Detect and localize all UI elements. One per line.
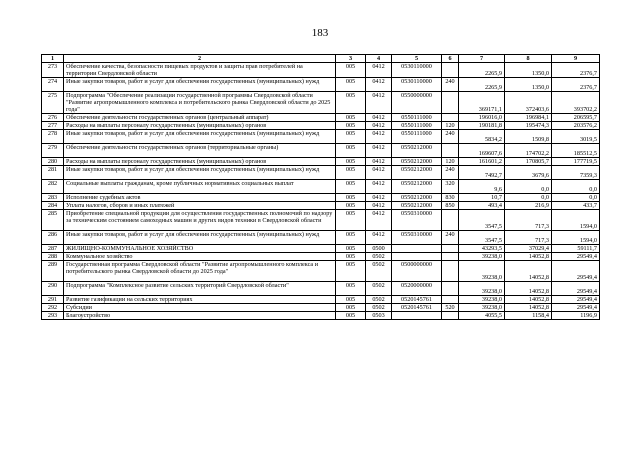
expense-type-code — [442, 63, 459, 78]
target-article-code — [392, 312, 442, 320]
section-code: 0412 — [366, 92, 392, 114]
ministry-code: 005 — [336, 63, 366, 78]
row-number: 293 — [42, 312, 64, 320]
header-cell: 4 — [366, 55, 392, 63]
ministry-code: 005 — [336, 245, 366, 253]
row-name: Иные закупки товаров, работ и услуг для обеспечения государственных (муниципальных) нужд — [64, 78, 336, 92]
ministry-code: 005 — [336, 210, 366, 231]
target-article-code: 0550111000 — [392, 114, 442, 122]
row-number: 277 — [42, 122, 64, 130]
target-article-code: 0550111000 — [392, 130, 442, 144]
row-number: 292 — [42, 304, 64, 312]
header-cell: 7 — [459, 55, 505, 63]
table-row — [42, 144, 600, 158]
amount-year-3: 59111,7 — [552, 245, 600, 253]
amount-year-3: 29549,4 — [552, 296, 600, 304]
expense-type-code — [442, 245, 459, 253]
row-name: Субсидии — [64, 304, 336, 312]
header-cell: 5 — [392, 55, 442, 63]
table-row — [42, 122, 600, 130]
expense-type-code — [442, 261, 459, 282]
row-name: Обеспечение качества, безопасности пищевых продуктов и защиты прав потребителей на территории Свердловской области — [64, 63, 336, 78]
row-name: Иные закупки товаров, работ и услуг для обеспечения государственных (муниципальных) нужд — [64, 166, 336, 180]
expense-type-code — [442, 114, 459, 122]
expense-type-code: 240 — [442, 166, 459, 180]
row-name: Исполнение судебных актов — [64, 194, 336, 202]
amount-year-1: 2265,9 — [459, 78, 505, 92]
table-row — [42, 130, 600, 144]
target-article-code: 0530110000 — [392, 63, 442, 78]
target-article-code: 0550212000 — [392, 166, 442, 180]
ministry-code: 005 — [336, 282, 366, 296]
amount-year-1: 369171,1 — [459, 92, 505, 114]
expense-type-code: 120 — [442, 122, 459, 130]
target-article-code — [392, 245, 442, 253]
row-number: 276 — [42, 114, 64, 122]
row-number: 287 — [42, 245, 64, 253]
amount-year-2: 196984,1 — [505, 114, 552, 122]
table-row — [42, 231, 600, 245]
row-name: Социальные выплаты гражданам, кроме публичных нормативных социальных выплат — [64, 180, 336, 194]
amount-year-3: 206595,7 — [552, 114, 600, 122]
section-code: 0412 — [366, 166, 392, 180]
row-name: Государственная программа Свердловской области "Развитие агропромышленного комплекса и потребительского рынка Свердловской области до 2025 года" — [64, 261, 336, 282]
section-code: 0412 — [366, 78, 392, 92]
ministry-code: 005 — [336, 158, 366, 166]
section-code: 0412 — [366, 122, 392, 130]
amount-year-2: 3679,6 — [505, 166, 552, 180]
amount-year-1: 39238,0 — [459, 296, 505, 304]
section-code: 0412 — [366, 194, 392, 202]
section-code: 0502 — [366, 282, 392, 296]
amount-year-3: 203576,2 — [552, 122, 600, 130]
target-article-code: 0550000000 — [392, 92, 442, 114]
table-row — [42, 296, 600, 304]
amount-year-1: 2265,9 — [459, 63, 505, 78]
amount-year-1: 39238,0 — [459, 261, 505, 282]
section-code: 0502 — [366, 304, 392, 312]
table-row — [42, 158, 600, 166]
row-number: 285 — [42, 210, 64, 231]
amount-year-1: 190181,8 — [459, 122, 505, 130]
expense-type-code: 120 — [442, 158, 459, 166]
expense-type-code — [442, 296, 459, 304]
amount-year-2: 1350,0 — [505, 63, 552, 78]
expense-type-code — [442, 282, 459, 296]
amount-year-2: 37029,4 — [505, 245, 552, 253]
table-row — [42, 253, 600, 261]
header-row — [42, 55, 600, 63]
amount-year-2: 0,0 — [505, 180, 552, 194]
table-row — [42, 114, 600, 122]
table-row — [42, 261, 600, 282]
target-article-code: 0500000000 — [392, 261, 442, 282]
row-name: Благоустройство — [64, 312, 336, 320]
header-cell: 8 — [505, 55, 552, 63]
table-row — [42, 194, 600, 202]
amount-year-3: 29549,4 — [552, 261, 600, 282]
expense-type-code: 240 — [442, 231, 459, 245]
amount-year-1: 39238,0 — [459, 304, 505, 312]
amount-year-2: 14052,8 — [505, 282, 552, 296]
amount-year-1: 4055,5 — [459, 312, 505, 320]
row-name: Расходы на выплаты персоналу государственных (муниципальных) органов — [64, 158, 336, 166]
amount-year-3: 29549,4 — [552, 253, 600, 261]
section-code: 0412 — [366, 180, 392, 194]
amount-year-1: 10,7 — [459, 194, 505, 202]
row-name: Обеспечение деятельности государственных органов (территориальные органы) — [64, 144, 336, 158]
ministry-code: 005 — [336, 231, 366, 245]
target-article-code: 0550212000 — [392, 202, 442, 210]
amount-year-3: 7359,3 — [552, 166, 600, 180]
row-name: Приобретение специальной продукции для осуществления государственных полномочий по надзору за техническим состоянием самоходных машин и других видов техники в Свердловской области — [64, 210, 336, 231]
target-article-code: 0550212000 — [392, 194, 442, 202]
table-row — [42, 63, 600, 78]
table-row — [42, 245, 600, 253]
target-article-code: 0550310000 — [392, 210, 442, 231]
amount-year-2: 0,0 — [505, 194, 552, 202]
table-row — [42, 202, 600, 210]
amount-year-2: 372403,6 — [505, 92, 552, 114]
ministry-code: 005 — [336, 202, 366, 210]
ministry-code: 005 — [336, 122, 366, 130]
table-row — [42, 78, 600, 92]
amount-year-3: 3019,5 — [552, 130, 600, 144]
row-number: 290 — [42, 282, 64, 296]
amount-year-2: 1158,4 — [505, 312, 552, 320]
amount-year-2: 717,3 — [505, 231, 552, 245]
row-name: Расходы на выплаты персоналу государственных (муниципальных) органов — [64, 122, 336, 130]
expense-type-code — [442, 312, 459, 320]
row-number: 286 — [42, 231, 64, 245]
expense-type-code — [442, 144, 459, 158]
ministry-code: 005 — [336, 114, 366, 122]
expense-type-code: 240 — [442, 130, 459, 144]
row-number: 282 — [42, 180, 64, 194]
amount-year-1: 493,4 — [459, 202, 505, 210]
table-row — [42, 210, 600, 231]
target-article-code — [392, 253, 442, 261]
amount-year-1: 7492,7 — [459, 166, 505, 180]
target-article-code: 0550111000 — [392, 122, 442, 130]
section-code: 0502 — [366, 261, 392, 282]
row-number: 278 — [42, 130, 64, 144]
amount-year-2: 174702,2 — [505, 144, 552, 158]
section-code: 0412 — [366, 130, 392, 144]
target-article-code: 0530110000 — [392, 78, 442, 92]
row-number: 289 — [42, 261, 64, 282]
target-article-code: 0550212000 — [392, 144, 442, 158]
table-row — [42, 92, 600, 114]
section-code: 0412 — [366, 210, 392, 231]
section-code: 0412 — [366, 202, 392, 210]
amount-year-3: 0,0 — [552, 180, 600, 194]
ministry-code: 005 — [336, 253, 366, 261]
budget-table — [41, 54, 600, 320]
amount-year-2: 14052,8 — [505, 253, 552, 261]
row-name: Иные закупки товаров, работ и услуг для обеспечения государственных (муниципальных) нужд — [64, 130, 336, 144]
amount-year-1: 3547,5 — [459, 210, 505, 231]
ministry-code: 005 — [336, 261, 366, 282]
ministry-code: 005 — [336, 180, 366, 194]
row-number: 274 — [42, 78, 64, 92]
row-name: Подпрограмма "Комплексное развитие сельских территорий Свердловской области" — [64, 282, 336, 296]
section-code: 0412 — [366, 158, 392, 166]
row-name: Уплата налогов, сборов и иных платежей — [64, 202, 336, 210]
target-article-code: 0550212000 — [392, 158, 442, 166]
amount-year-1: 5834,2 — [459, 130, 505, 144]
section-code: 0412 — [366, 144, 392, 158]
target-article-code: 0520145761 — [392, 296, 442, 304]
row-number: 279 — [42, 144, 64, 158]
table-row — [42, 312, 600, 320]
section-code: 0503 — [366, 312, 392, 320]
amount-year-2: 1509,8 — [505, 130, 552, 144]
amount-year-3: 1196,9 — [552, 312, 600, 320]
expense-type-code — [442, 210, 459, 231]
row-number: 291 — [42, 296, 64, 304]
target-article-code: 0520145761 — [392, 304, 442, 312]
target-article-code: 0520000000 — [392, 282, 442, 296]
page-number: 183 — [311, 27, 329, 39]
amount-year-3: 433,7 — [552, 202, 600, 210]
row-number: 281 — [42, 166, 64, 180]
amount-year-1: 39238,0 — [459, 253, 505, 261]
header-cell: 2 — [64, 55, 336, 63]
expense-type-code — [442, 92, 459, 114]
amount-year-3: 185512,5 — [552, 144, 600, 158]
amount-year-3: 1594,0 — [552, 231, 600, 245]
amount-year-3: 29549,4 — [552, 304, 600, 312]
ministry-code: 005 — [336, 312, 366, 320]
header-cell: 6 — [442, 55, 459, 63]
ministry-code: 005 — [336, 166, 366, 180]
ministry-code: 005 — [336, 194, 366, 202]
section-code: 0502 — [366, 296, 392, 304]
expense-type-code: 830 — [442, 194, 459, 202]
amount-year-2: 717,3 — [505, 210, 552, 231]
header-cell: 1 — [42, 55, 64, 63]
section-code: 0412 — [366, 114, 392, 122]
expense-type-code: 520 — [442, 304, 459, 312]
ministry-code: 005 — [336, 144, 366, 158]
row-name: Обеспечение деятельности государственных органов (центральный аппарат) — [64, 114, 336, 122]
amount-year-2: 14052,8 — [505, 296, 552, 304]
section-code: 0500 — [366, 245, 392, 253]
amount-year-1: 169607,6 — [459, 144, 505, 158]
amount-year-1: 39238,0 — [459, 282, 505, 296]
row-number: 288 — [42, 253, 64, 261]
section-code: 0412 — [366, 63, 392, 78]
amount-year-1: 3547,5 — [459, 231, 505, 245]
row-number: 273 — [42, 63, 64, 78]
amount-year-2: 14052,8 — [505, 261, 552, 282]
row-name: ЖИЛИЩНО-КОММУНАЛЬНОЕ ХОЗЯЙСТВО — [64, 245, 336, 253]
row-number: 280 — [42, 158, 64, 166]
amount-year-3: 2376,7 — [552, 63, 600, 78]
target-article-code: 0550212000 — [392, 180, 442, 194]
expense-type-code — [442, 253, 459, 261]
row-number: 284 — [42, 202, 64, 210]
row-name: Коммунальное хозяйство — [64, 253, 336, 261]
ministry-code: 005 — [336, 92, 366, 114]
expense-type-code: 240 — [442, 78, 459, 92]
amount-year-1: 9,6 — [459, 180, 505, 194]
amount-year-2: 170805,7 — [505, 158, 552, 166]
amount-year-3: 0,0 — [552, 194, 600, 202]
amount-year-3: 2376,7 — [552, 78, 600, 92]
row-name: Развитие газификации на сельских территориях — [64, 296, 336, 304]
ministry-code: 005 — [336, 78, 366, 92]
row-name: Подпрограмма "Обеспечение реализации государственной программы Свердловской области "Развитие агропромышленного комплекса и потребительского рынка Свердловской области до 2025 года" — [64, 92, 336, 114]
row-name: Иные закупки товаров, работ и услуг для обеспечения государственных (муниципальных) нужд — [64, 231, 336, 245]
ministry-code: 005 — [336, 304, 366, 312]
amount-year-2: 1350,0 — [505, 78, 552, 92]
expense-type-code: 850 — [442, 202, 459, 210]
amount-year-3: 393702,2 — [552, 92, 600, 114]
ministry-code: 005 — [336, 130, 366, 144]
table-row — [42, 304, 600, 312]
table-row — [42, 282, 600, 296]
amount-year-1: 43293,5 — [459, 245, 505, 253]
amount-year-2: 216,9 — [505, 202, 552, 210]
amount-year-2: 14052,8 — [505, 304, 552, 312]
amount-year-1: 161601,2 — [459, 158, 505, 166]
row-number: 275 — [42, 92, 64, 114]
ministry-code: 005 — [336, 296, 366, 304]
amount-year-3: 29549,4 — [552, 282, 600, 296]
section-code: 0412 — [366, 231, 392, 245]
row-number: 283 — [42, 194, 64, 202]
header-cell: 3 — [336, 55, 366, 63]
amount-year-3: 177719,5 — [552, 158, 600, 166]
table-row — [42, 180, 600, 194]
amount-year-2: 195474,3 — [505, 122, 552, 130]
amount-year-1: 196016,0 — [459, 114, 505, 122]
amount-year-3: 1594,0 — [552, 210, 600, 231]
section-code: 0502 — [366, 253, 392, 261]
header-cell: 9 — [552, 55, 600, 63]
expense-type-code: 320 — [442, 180, 459, 194]
table-row — [42, 166, 600, 180]
target-article-code: 0550310000 — [392, 231, 442, 245]
